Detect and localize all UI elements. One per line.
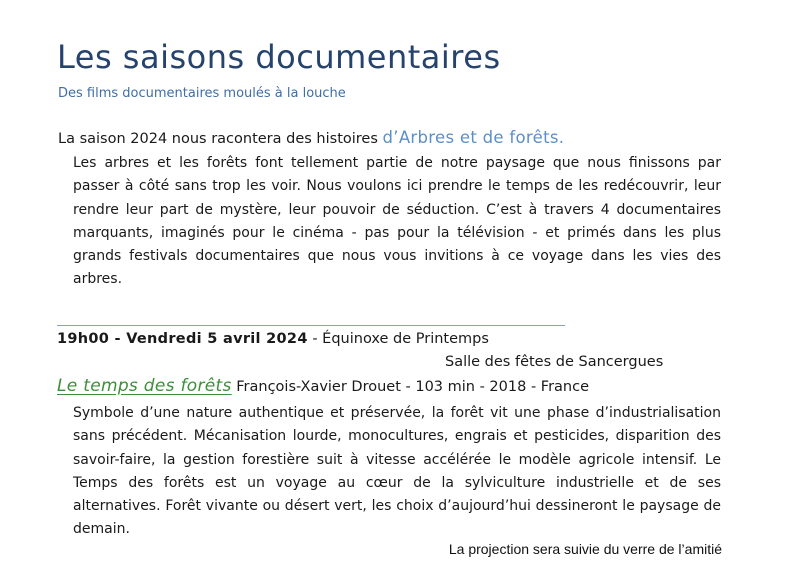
season-intro: [58, 128, 564, 147]
page-title: Les saisons documentaires: [57, 38, 501, 76]
film-title-link[interactable]: Le temps des forêts: [57, 376, 232, 396]
footer-note: La projection sera suivie du verre de l’amitié: [448, 541, 722, 557]
event-datetime: 19h00 - Vendredi 5 avril 2024: [57, 331, 308, 347]
season-description: Les arbres et les forêts font tellement partie de notre paysage que nous finissons par passer à côté sans trop les voir. Nous voulons ici prendre le temps de les redécouvrir, leur rendre leur part de mystère, leur pouvoir de séduction. C’est à travers 4 documentaires marquants, imaginés pour le cinéma - pas pour la télévision - et primés dans les plus grands festivals documentaires que nous vous invitions à ce voyage dans les vies des arbres.: [73, 155, 721, 288]
event-venue: Salle des fêtes de Sancergues: [445, 354, 664, 370]
film-synopsis: Symbole d’une nature authentique et préservée, la forêt vit une phase d’industrialisation sans précédent. Mécanisation lourde, monocultures, engrais et pesticides, disparition des savoir-faire, la gestion forestière suit à vitesse accélérée le modèle agricole intensif. Le Temps des forêts est un voyage au cœur de la sylviculture industrielle et de ses alternatives. Forêt vivante ou désert vert, les choix d’aujourd’hui dessineront le paysage de demain.: [73, 405, 721, 538]
section-divider: [57, 325, 565, 326]
film-details: François-Xavier Drouet - 103 min - 2018 - France: [231, 379, 590, 395]
event-header: [57, 331, 489, 347]
season-intro-lead: La saison 2024 nous racontera des histoires: [58, 131, 383, 147]
event-theme: - Équinoxe de Printemps: [307, 331, 489, 347]
season-theme-highlight: d’Arbres et de forêts.: [382, 128, 565, 147]
page-subtitle: Des films documentaires moulés à la louche: [58, 86, 346, 101]
film-header: [57, 376, 589, 396]
